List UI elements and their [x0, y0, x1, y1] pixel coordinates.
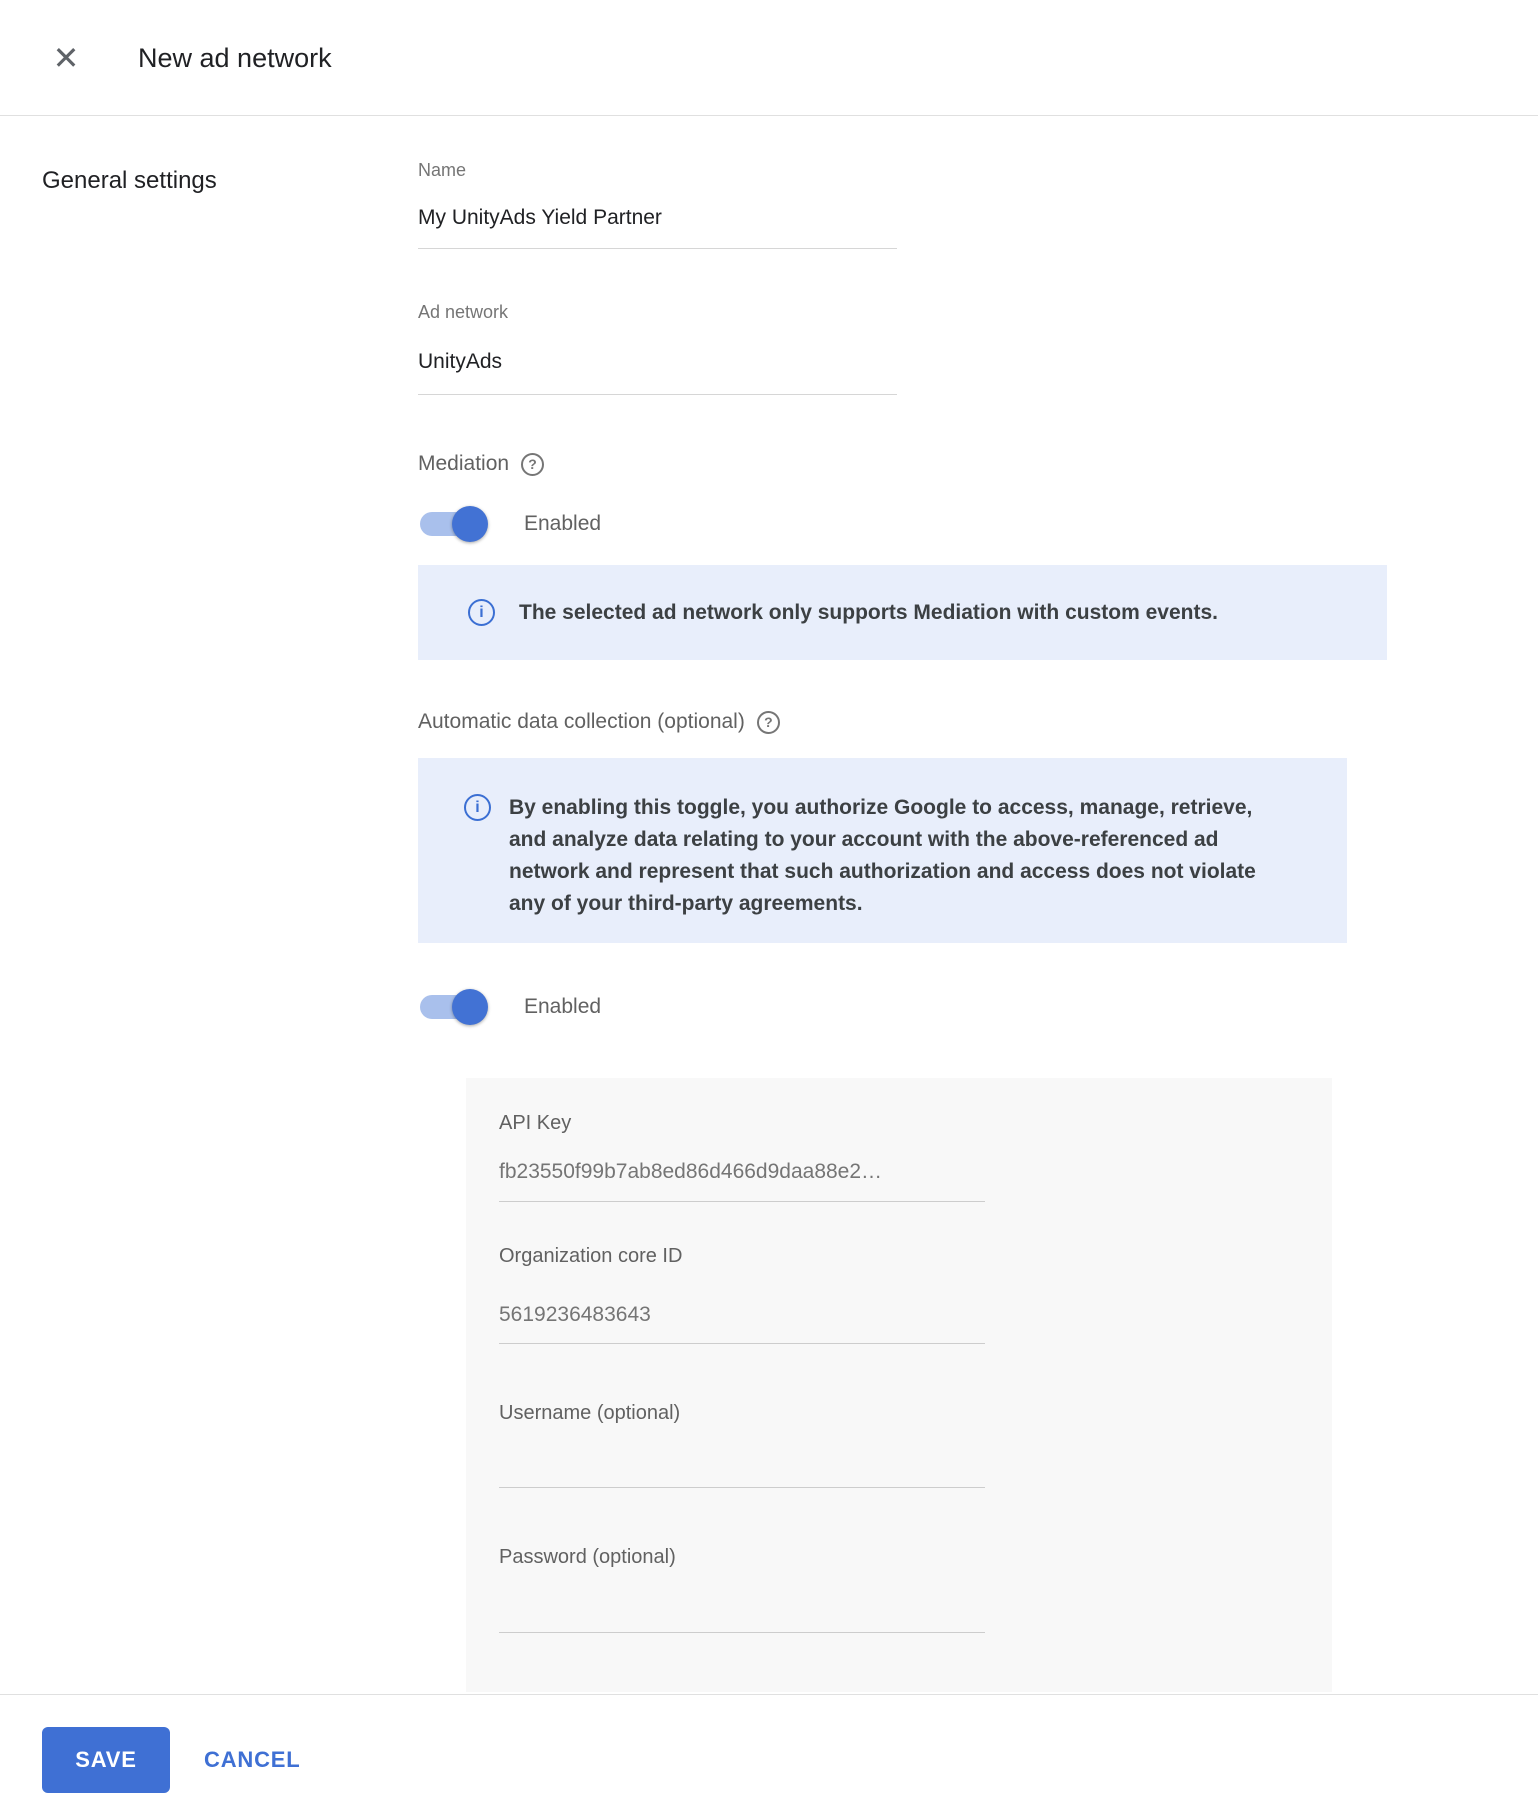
mediation-toggle-state: Enabled [524, 512, 602, 535]
ad-network-field-label: Ad network [418, 302, 509, 322]
close-icon[interactable]: ✕ [52, 40, 80, 76]
name-field-label: Name [418, 160, 467, 180]
auto-data-collection-toggle[interactable] [420, 989, 488, 1025]
info-icon: i [464, 794, 491, 821]
mediation-row [418, 450, 544, 478]
username-input[interactable] [499, 1428, 985, 1488]
mediation-toggle[interactable] [420, 506, 488, 542]
auto-data-collection-info-text: By enabling this toggle, you authorize Google to access, manage, retrieve, and analyze data relating to your account with the above-referenced ad network and represent that such authorization and access does not violate any of your third-party agreements. [509, 796, 1256, 915]
dialog-title: New ad network [138, 43, 332, 73]
mediation-help-icon[interactable]: ? [521, 453, 544, 476]
org-core-id-input[interactable] [499, 1286, 985, 1344]
username-label: Username (optional) [499, 1402, 681, 1424]
auto-data-collection-toggle-thumb [452, 989, 488, 1025]
password-input[interactable] [499, 1574, 985, 1633]
auto-data-collection-info-box [418, 758, 1347, 943]
auto-data-collection-row [418, 708, 780, 736]
mediation-info-text: The selected ad network only supports Mediation with custom events. [519, 600, 1218, 624]
org-core-id-label: Organization core ID [499, 1245, 683, 1267]
ad-network-input[interactable] [418, 330, 897, 395]
cancel-button[interactable]: CANCEL [204, 1747, 301, 1772]
footer-divider [0, 1694, 1538, 1695]
auto-data-collection-help-icon[interactable]: ? [757, 711, 780, 734]
api-key-label: API Key [499, 1112, 572, 1134]
general-settings-heading: General settings [42, 167, 217, 194]
name-input[interactable] [418, 188, 897, 249]
mediation-label: Mediation [418, 452, 510, 475]
auto-data-collection-label: Automatic data collection (optional) [418, 710, 745, 733]
info-icon: i [468, 599, 495, 626]
auto-data-collection-toggle-state: Enabled [524, 995, 602, 1018]
mediation-info-box [418, 565, 1387, 660]
save-button[interactable]: SAVE [42, 1727, 170, 1793]
api-key-input[interactable] [499, 1142, 985, 1202]
password-label: Password (optional) [499, 1546, 676, 1568]
mediation-toggle-thumb [452, 506, 488, 542]
dialog-header [0, 0, 1538, 116]
